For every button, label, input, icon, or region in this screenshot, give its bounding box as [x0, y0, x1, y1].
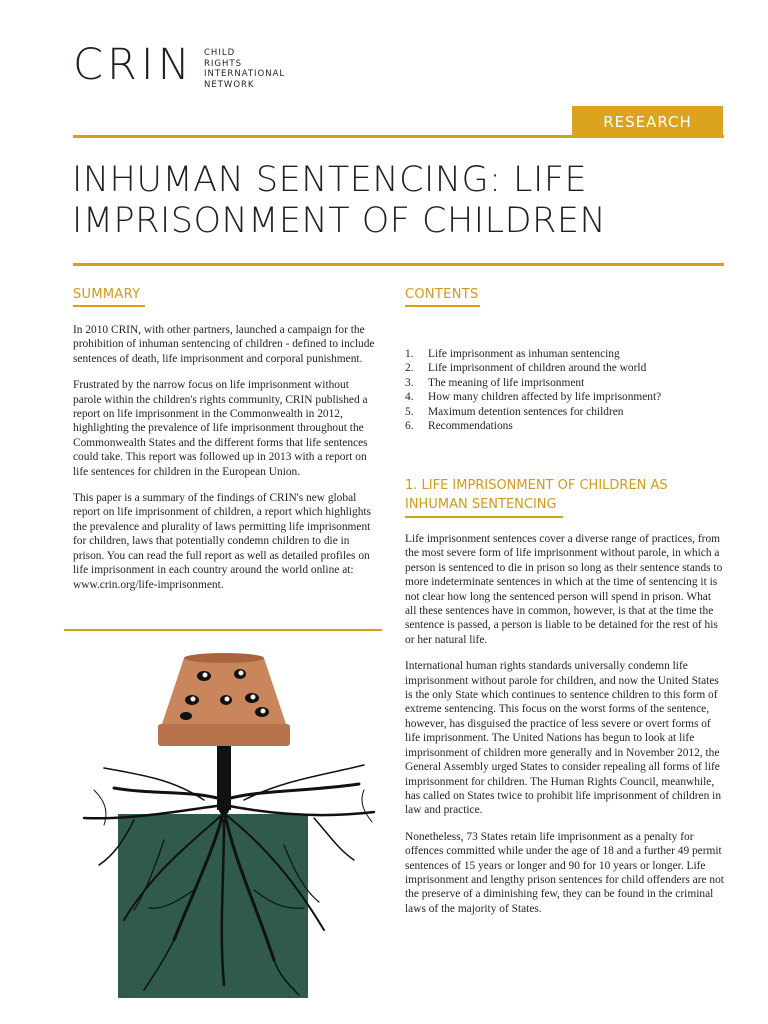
contents-item-text: Maximum detention sentences for children [428, 405, 624, 418]
contents-item-text: Recommendations [428, 420, 513, 433]
research-tab [572, 106, 723, 138]
contents-item[interactable] [405, 419, 725, 433]
contents-item-text: Life imprisonment as inhuman sentencing [428, 348, 620, 360]
contents-item-number: 6. [405, 420, 414, 433]
section1-heading-underline [405, 516, 563, 518]
crin-logo-word: CRIN [73, 40, 194, 90]
summary-heading-underline [73, 305, 145, 307]
section1-heading-text: 1. LIFE IMPRISONMENT OF CHILDREN AS INHUMAN SENTENCING [405, 478, 668, 512]
pot-roots-illustration [74, 640, 394, 1000]
contents-item-text: Life imprisonment of children around the world [428, 362, 647, 375]
contents-item-number: 5. [405, 405, 414, 418]
section1-paragraph: Nonetheless, 73 States retain life imprisonment as a penalty for offences committed while under the age of 18 and a further 49 permit sentences of 15 years or longer and 90 for 10 years or longer. Life imprisonment and lengthy prison sentences for child offenders are not the preserve of a diminishing few, they can be found in the criminal laws of the majority of States. [405, 830, 724, 915]
research-tab-label: RESEARCH [603, 113, 692, 131]
section1-body [405, 532, 725, 928]
contents-list [405, 347, 725, 433]
logo-sub-line: RIGHTS [204, 58, 242, 69]
contents-item-number: 1. [405, 348, 414, 360]
summary-heading-text: SUMMARY [73, 287, 141, 302]
contents-heading-underline [405, 305, 480, 307]
contents-heading-text: CONTENTS [405, 287, 479, 302]
contents-item[interactable] [405, 405, 725, 419]
logo-sub-line: CHILD [204, 48, 236, 58]
logo-sub-line: NETWORK [204, 79, 255, 90]
contents-item-number: 3. [405, 376, 414, 389]
summary-paragraph: In 2010 CRIN, with other partners, launched a campaign for the prohibition of inhuman sentencing of children - defined to include sentences of death, life imprisonment and corporal punishment. [73, 324, 375, 365]
pot-rim [158, 724, 290, 746]
page-title: INHUMAN SENTENCING: LIFE IMPRISONMENT OF CHILDREN [72, 160, 607, 241]
section1-paragraph: Life imprisonment sentences cover a diverse range of practices, from the most severe form of life imprisonment without parole, in which a person is sentenced to die in prison so long as their sentence stands to more indeterminate sentences in which at the time of sentencing it is not clear how long the sentenced person will spend in prison. What all these sentences have in common, however, is that at the time the sentence is passed, a person is liable to be detained for the rest of his or her natural life. [405, 533, 723, 646]
contents-item[interactable] [405, 347, 725, 361]
contents-item-text: The meaning of life imprisonment [428, 376, 585, 389]
logo-sub-line: INTERNATIONAL [204, 69, 286, 79]
plant-stem [217, 740, 231, 810]
summary-body [73, 323, 378, 604]
pot-base [184, 653, 264, 663]
section1-paragraph: International human rights standards universally condemn life imprisonment without parole for children, and now the United States is the only State which continues to sentence children to this form of extreme sentencing. This focus on the worst forms of the sentence, however, has disguised the practice of less severe or overt forms of life imprisonment. The United Nations has begun to look at life imprisonment of children more generally and in November 2012, the General Assembly urged States to consider repealing all forms of life imprisonment for children. The Human Rights Council, meanwhile, has called on States twice to prohibit life imprisonment of children in law and practice. [405, 660, 722, 817]
contents-item-number: 2. [405, 362, 414, 375]
contents-item[interactable] [405, 376, 725, 390]
summary-paragraph: Frustrated by the narrow focus on life imprisonment without parole within the children's rights community, CRIN published a report on life imprisonment in the Commonwealth in 2012, highlighting the prevalence of life imprisonment throughout the Commonwealth States and the different forms that life sentences could take. This report was followed up in 2013 with a report on life sentences for children in the European Union. [73, 379, 368, 478]
summary-paragraph: This paper is a summary of the findings of CRIN's new global report on life imprisonment of children, a report which highlights the prevalence and plurality of laws permitting life imprisonment for children, laws that potentially condemn children to die in prison. You can read the full report as well as detailed profiles on life imprisonment in each country around the world online at: www.crin.org/life-imprisonment. [73, 492, 371, 591]
contents-item-text: How many children affected by life imprisonment? [428, 391, 662, 404]
title-rule [73, 263, 724, 266]
crin-logo-subtitle [204, 48, 285, 90]
section1-heading [405, 476, 705, 518]
contents-item[interactable] [405, 361, 725, 375]
contents-item-number: 4. [405, 391, 414, 404]
contents-item[interactable] [405, 390, 725, 404]
summary-heading [73, 287, 145, 307]
contents-heading [405, 287, 480, 307]
summary-rule [64, 629, 382, 631]
